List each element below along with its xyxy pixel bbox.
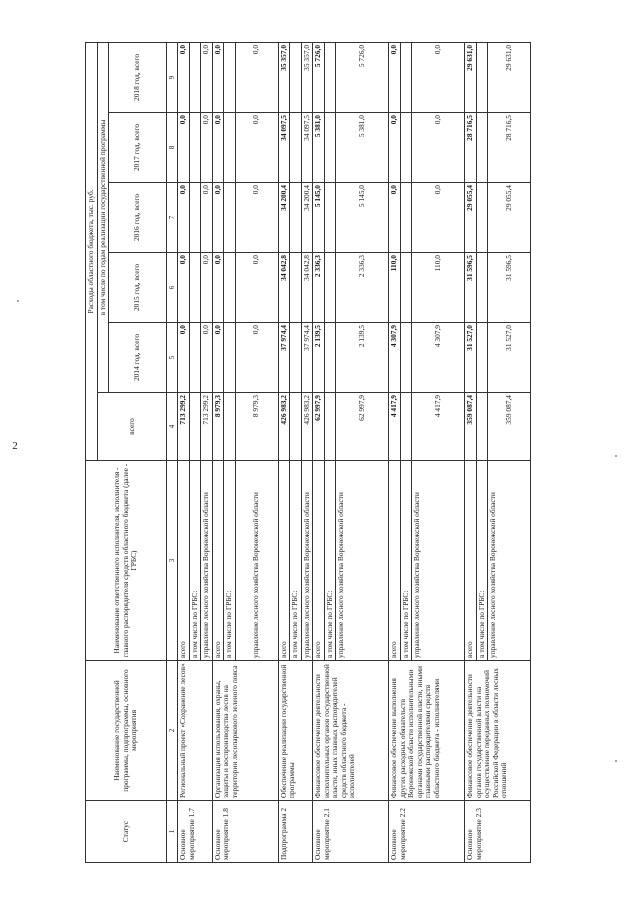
row-status: Основное мероприятие 2.1 (313, 801, 389, 863)
cell-value (290, 253, 302, 323)
cell-value: 35 357,0 (278, 42, 290, 112)
cell-total: 426 983,2 (278, 393, 290, 461)
cell-value: 28 716,5 (488, 113, 531, 183)
table-row (465, 42, 477, 862)
cell-value: 0,0 (201, 113, 213, 183)
row-label: всего (313, 461, 325, 661)
column-number: 4 (167, 393, 178, 461)
cell-value (476, 113, 488, 183)
cell-value: 34 042,8 (278, 253, 290, 323)
cell-total: 359 087,4 (488, 393, 531, 461)
cell-value (224, 113, 236, 183)
cell-value (189, 42, 201, 112)
cell-value: 0,0 (389, 113, 401, 183)
scan-speck (615, 455, 617, 457)
cell-value: 0,0 (212, 323, 224, 393)
cell-value: 0,0 (212, 253, 224, 323)
cell-value: 29 055,4 (465, 183, 477, 253)
table-row (389, 42, 401, 862)
cell-value: 0,0 (178, 253, 190, 323)
cell-value: 2 139,5 (336, 323, 389, 393)
cell-value: 2 336,3 (336, 253, 389, 323)
cell-value: 29 631,0 (488, 42, 531, 112)
cell-value (324, 113, 336, 183)
cell-total: 359 087,4 (465, 393, 477, 461)
cell-value: 34 097,5 (278, 113, 290, 183)
row-status: Подпрограмма 2 (278, 801, 313, 863)
cell-value (189, 113, 201, 183)
header-total: всего (97, 393, 167, 461)
row-status: Основное мероприятие 1.8 (212, 801, 278, 863)
row-label: в том числе по ГРБС: (324, 461, 336, 661)
cell-value (400, 323, 412, 393)
rotated-page-content (85, 43, 555, 863)
cell-value: 31 527,0 (488, 323, 531, 393)
row-label: всего (389, 461, 401, 661)
cell-value (290, 113, 302, 183)
cell-value: 37 974,4 (278, 323, 290, 393)
row-name: Финансовое обеспечение выполнения других расходных обязательств Воронежской области исполнительными органами государственной власти, иными главными распорядителями средств областного бюджета - исполнителями (389, 661, 465, 801)
cell-value: 37 974,4 (301, 323, 313, 393)
row-name: Финансовое обеспечение деятельности органов государственной власти на осуществление переданных полномочий Российской Федерации в области лесных отношений (465, 661, 531, 801)
cell-value: 4 307,9 (389, 323, 401, 393)
cell-total (324, 393, 336, 461)
cell-value: 34 042,8 (301, 253, 313, 323)
cell-total: 62 997,9 (336, 393, 389, 461)
cell-total: 4 417,9 (389, 393, 401, 461)
header-name: Наименование государственной программы, подпрограммы, основного мероприятия (86, 661, 167, 801)
header-status: Статус (86, 801, 167, 863)
row-label: в том числе по ГРБС: (224, 461, 236, 661)
cell-total (189, 393, 201, 461)
budget-table (85, 42, 531, 863)
cell-total (400, 393, 412, 461)
row-label: в том числе по ГРБС: (189, 461, 201, 661)
cell-total: 713 299,2 (201, 393, 213, 461)
cell-value: 5 145,0 (313, 183, 325, 253)
row-label: управление лесного хозяйства Воронежской области (201, 461, 213, 661)
cell-value: 4 307,9 (412, 323, 465, 393)
cell-value: 5 726,0 (336, 42, 389, 112)
cell-value: 0,0 (178, 323, 190, 393)
row-label: управление лесного хозяйства Воронежской области (301, 461, 313, 661)
row-name: Региональный проект «Сохранение лесов» (178, 661, 213, 801)
table-row (178, 42, 190, 862)
cell-value: 0,0 (201, 42, 213, 112)
cell-value (224, 183, 236, 253)
cell-value: 34 200,4 (278, 183, 290, 253)
row-label: управление лесного хозяйства Воронежской области (412, 461, 465, 661)
cell-total: 8 979,3 (235, 393, 278, 461)
cell-value (224, 253, 236, 323)
header-executor: Наименование ответственного исполнителя, исполнителя - главного распорядителя средств областного бюджета (далее - ГРБС) (86, 461, 167, 661)
page-number: 2 (12, 440, 18, 452)
column-number: 7 (167, 183, 178, 253)
row-status: Основное мероприятие 2.2 (389, 801, 465, 863)
cell-value: 0,0 (178, 113, 190, 183)
cell-value: 0,0 (412, 183, 465, 253)
row-label: управление лесного хозяйства Воронежской области (488, 461, 531, 661)
cell-value (400, 113, 412, 183)
header-year: 2016 год, всего (109, 183, 167, 253)
cell-value (476, 323, 488, 393)
row-label: в том числе по ГРБС: (290, 461, 302, 661)
cell-value: 0,0 (235, 183, 278, 253)
cell-value: 0,0 (412, 42, 465, 112)
column-number: 5 (167, 323, 178, 393)
cell-value (476, 42, 488, 112)
cell-value: 5 726,0 (313, 42, 325, 112)
column-number: 1 (167, 801, 178, 863)
scan-speck (17, 300, 19, 302)
cell-value: 0,0 (235, 113, 278, 183)
header-expenses: Расходы областного бюджета, тыс. руб. (86, 42, 98, 460)
cell-total: 62 997,9 (313, 393, 325, 461)
scan-speck (615, 760, 617, 762)
cell-value (189, 183, 201, 253)
row-label: управление лесного хозяйства Воронежской области (336, 461, 389, 661)
column-number: 6 (167, 253, 178, 323)
cell-value: 5 381,0 (313, 113, 325, 183)
row-label: управление лесного хозяйства Воронежской области (235, 461, 278, 661)
cell-value (189, 253, 201, 323)
cell-value: 0,0 (201, 253, 213, 323)
cell-value (324, 323, 336, 393)
budget-table-body (178, 42, 531, 862)
row-label: всего (278, 461, 290, 661)
cell-value: 0,0 (212, 113, 224, 183)
row-label: в том числе по ГРБС: (400, 461, 412, 661)
cell-value: 29 055,4 (488, 183, 531, 253)
cell-total (476, 393, 488, 461)
cell-total: 426 983,2 (301, 393, 313, 461)
cell-value (290, 183, 302, 253)
row-name: Финансовое обеспечение деятельности исполнительных органов государственной власти, иных главных распорядителей средств областного бюджета - исполнителей (313, 661, 389, 801)
row-name: Организация использования, охраны, защиты и воспроизводства лесов на территории лесопаркового зеленого пояса (212, 661, 278, 801)
cell-total (290, 393, 302, 461)
cell-value: 31 527,0 (465, 323, 477, 393)
header-year: 2015 год, всего (109, 253, 167, 323)
header-including: в том числе по годам реализации государственной программы (97, 42, 109, 392)
cell-value: 35 357,0 (301, 42, 313, 112)
cell-total (224, 393, 236, 461)
cell-value: 0,0 (389, 42, 401, 112)
cell-value (476, 183, 488, 253)
cell-value (189, 323, 201, 393)
cell-total: 4 417,9 (412, 393, 465, 461)
cell-value (324, 42, 336, 112)
table-row (278, 42, 290, 862)
header-year: 2014 год, всего (109, 323, 167, 393)
cell-value: 0,0 (201, 323, 213, 393)
cell-value: 0,0 (389, 183, 401, 253)
row-label: в том числе по ГРБС: (476, 461, 488, 661)
cell-value: 0,0 (178, 42, 190, 112)
header-row (86, 42, 98, 862)
cell-value: 0,0 (412, 113, 465, 183)
cell-value: 0,0 (235, 323, 278, 393)
column-number: 2 (167, 661, 178, 801)
cell-value: 5 145,0 (336, 183, 389, 253)
cell-value (400, 42, 412, 112)
cell-value (224, 42, 236, 112)
cell-value (290, 323, 302, 393)
cell-value: 34 097,5 (301, 113, 313, 183)
cell-value: 110,0 (412, 253, 465, 323)
row-label: всего (178, 461, 190, 661)
cell-value: 2 139,5 (313, 323, 325, 393)
row-name: Обеспечение реализации государственной программы (278, 661, 313, 801)
column-number: 9 (167, 42, 178, 112)
cell-value: 2 336,3 (313, 253, 325, 323)
cell-value: 29 631,0 (465, 42, 477, 112)
cell-value: 31 596,5 (488, 253, 531, 323)
column-number: 3 (167, 461, 178, 661)
cell-total: 713 299,2 (178, 393, 190, 461)
cell-value: 0,0 (212, 183, 224, 253)
header-year: 2017 год, всего (109, 113, 167, 183)
cell-value: 0,0 (178, 183, 190, 253)
cell-value: 28 716,5 (465, 113, 477, 183)
cell-total: 8 979,3 (212, 393, 224, 461)
cell-value (224, 323, 236, 393)
cell-value: 0,0 (235, 42, 278, 112)
cell-value: 0,0 (212, 42, 224, 112)
cell-value (400, 183, 412, 253)
cell-value: 31 596,5 (465, 253, 477, 323)
cell-value (400, 253, 412, 323)
table-row (212, 42, 224, 862)
cell-value: 0,0 (201, 183, 213, 253)
cell-value: 5 381,0 (336, 113, 389, 183)
row-label: всего (212, 461, 224, 661)
header-year: 2018 год, всего (109, 42, 167, 112)
cell-value (476, 253, 488, 323)
cell-value: 34 200,4 (301, 183, 313, 253)
cell-value (324, 183, 336, 253)
cell-value: 110,0 (389, 253, 401, 323)
column-number: 8 (167, 113, 178, 183)
table-row (313, 42, 325, 862)
column-number-row (167, 42, 178, 862)
row-status: Основное мероприятие 2.3 (465, 801, 531, 863)
row-status: Основное мероприятие 1.7 (178, 801, 213, 863)
cell-value: 0,0 (235, 253, 278, 323)
cell-value (290, 42, 302, 112)
row-label: всего (465, 461, 477, 661)
cell-value (324, 253, 336, 323)
